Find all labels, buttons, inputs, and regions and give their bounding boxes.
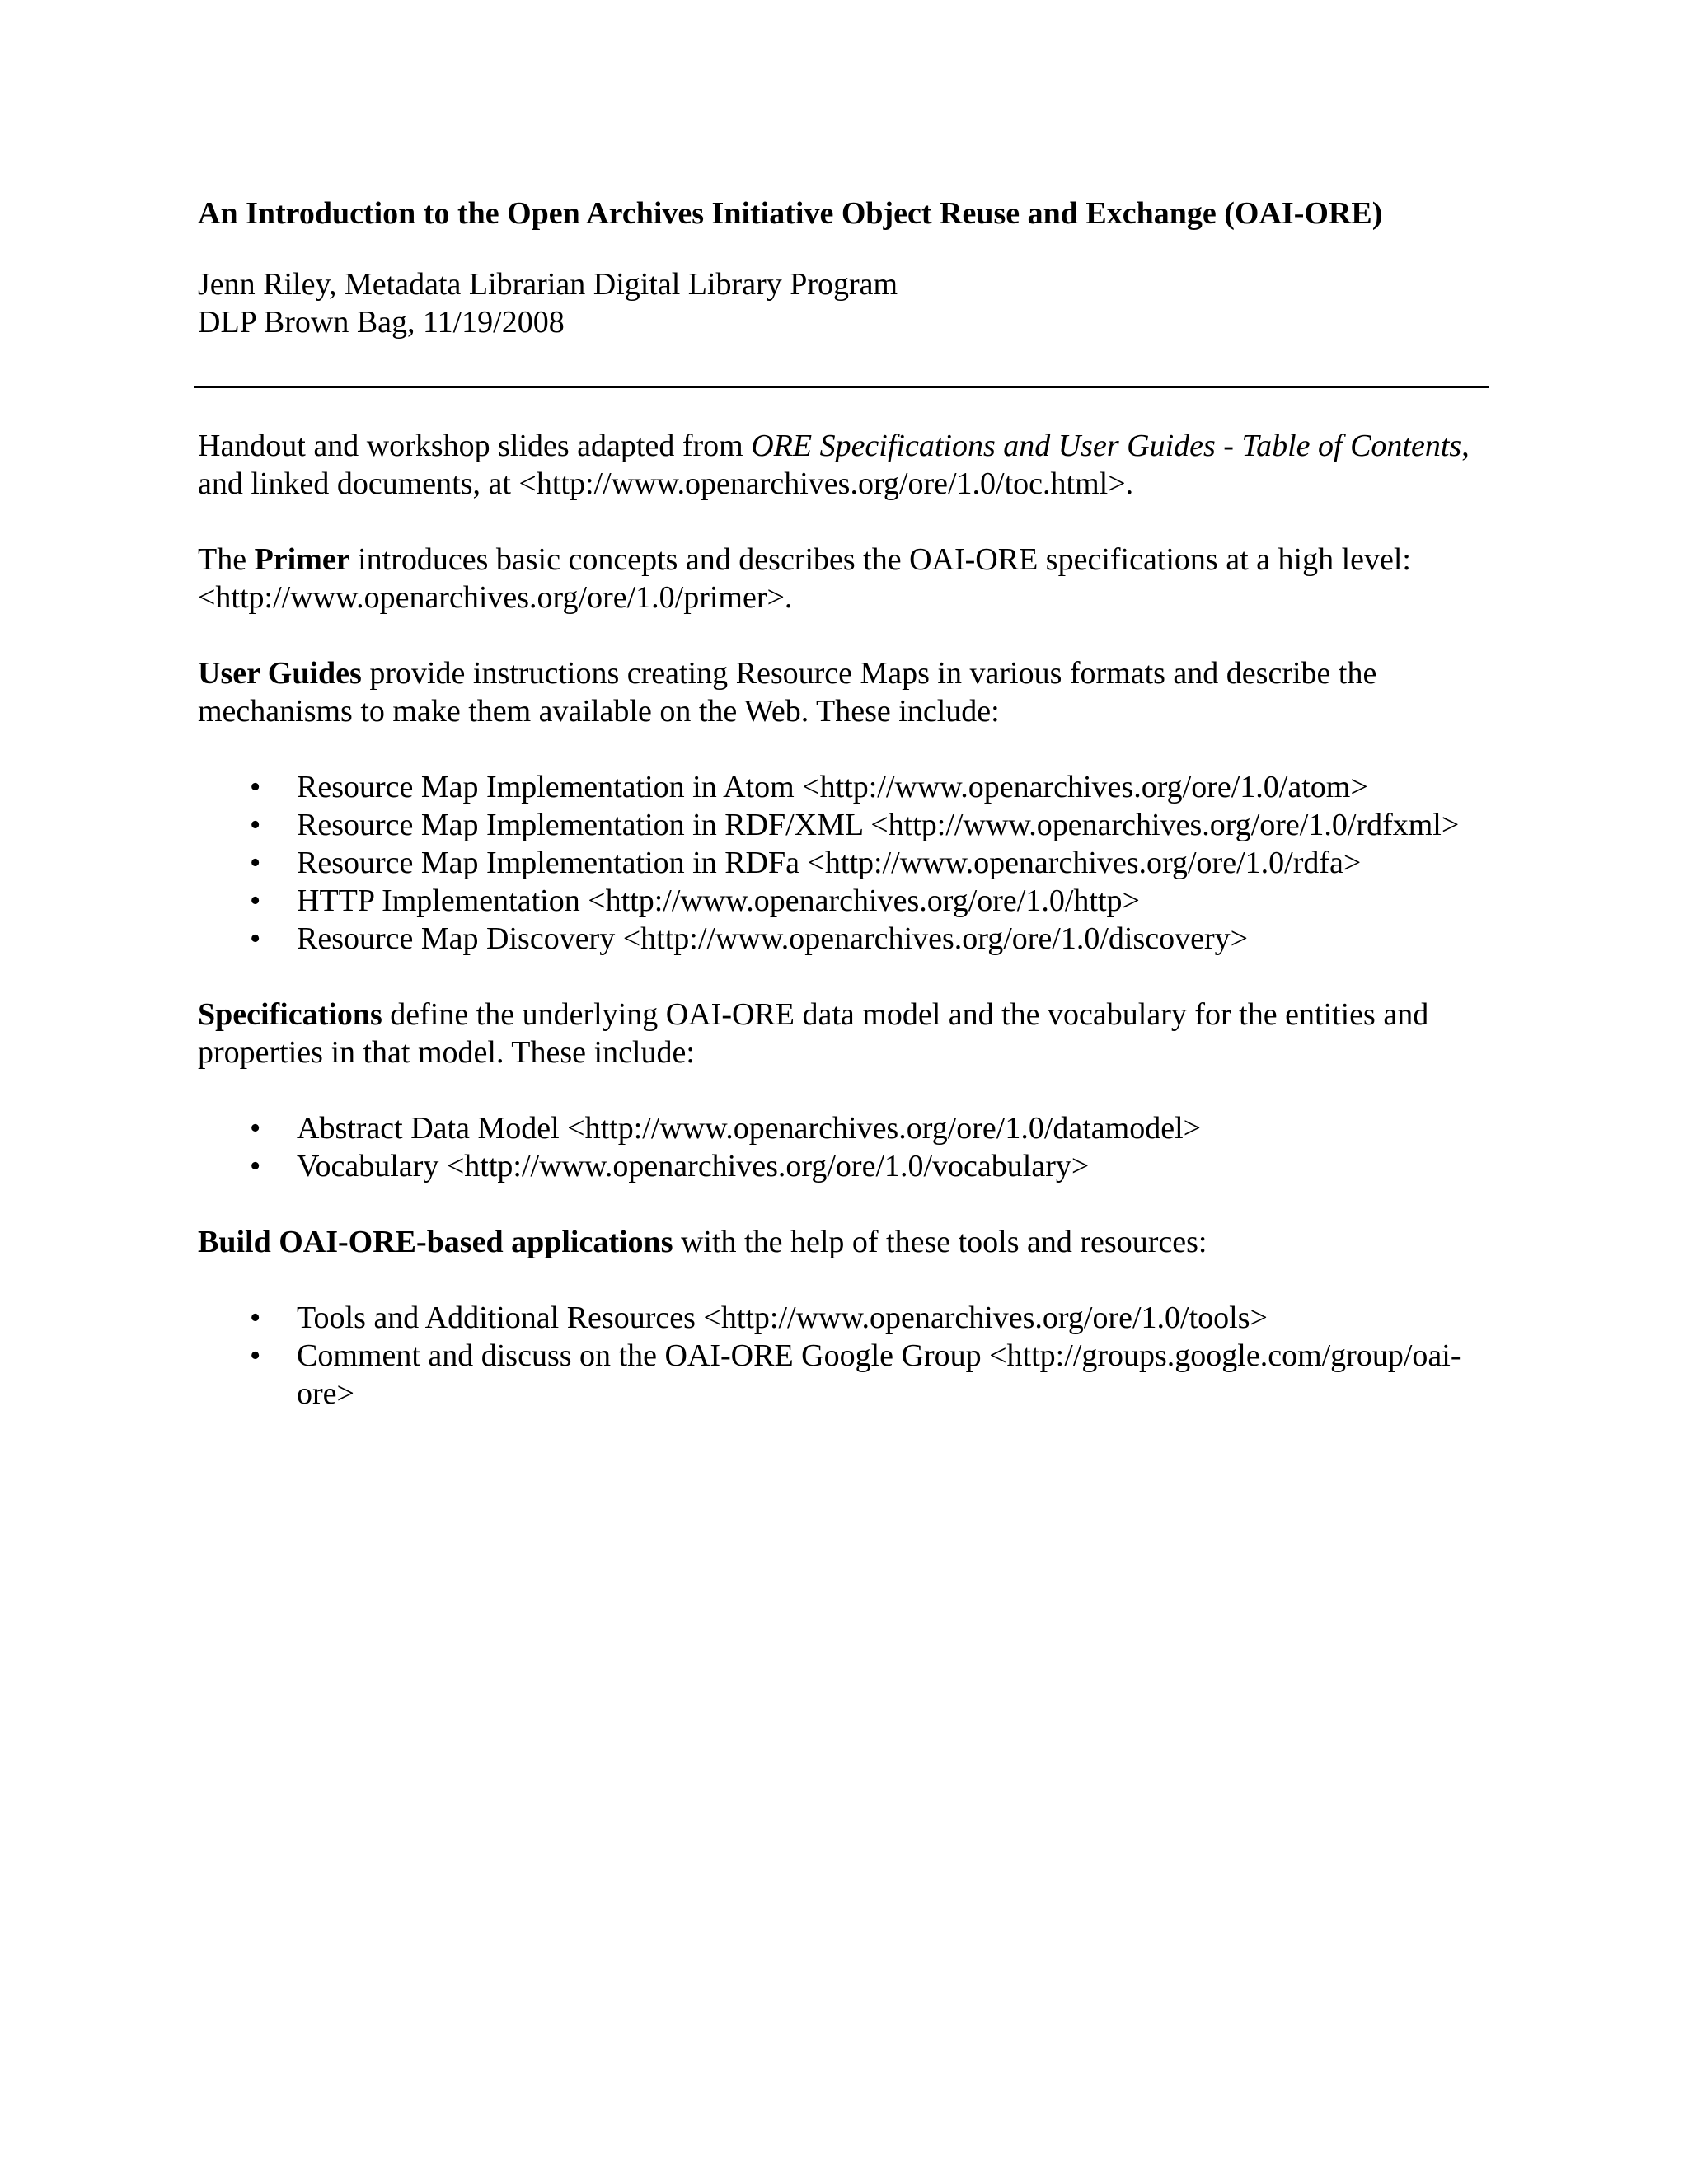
intro-suffix: , and linked documents, at <http://www.openarchives.org/ore/1.0/toc.html>.: [198, 429, 1470, 501]
list-item: [198, 1299, 1492, 1337]
list-item: [198, 882, 1492, 920]
bullet-icon: •: [250, 883, 261, 918]
intro-prefix: Handout and workshop slides adapted from: [198, 429, 752, 463]
bullet-icon: •: [250, 921, 261, 956]
bullet-icon: •: [250, 1338, 261, 1373]
author-block: [198, 265, 1492, 341]
list-item: [198, 1337, 1492, 1413]
document-title: An Introduction to the Open Archives Initiative Object Reuse and Exchange (OAI-ORE): [198, 196, 1383, 231]
list-item-text: Resource Map Discovery <http://www.openarchives.org/ore/1.0/discovery>: [297, 921, 1249, 956]
bullet-icon: •: [250, 846, 261, 880]
list-item: [198, 920, 1492, 958]
specifications-bold: Specifications: [198, 997, 382, 1032]
build-bold: Build OAI-ORE-based applications: [198, 1225, 673, 1259]
primer-paragraph: [198, 541, 1492, 616]
specifications-paragraph: [198, 996, 1492, 1071]
specifications-rest: define the underlying OAI-ORE data model and the vocabulary for the entities and properties in that model. These include:: [198, 997, 1429, 1070]
primer-rest: introduces basic concepts and describes the OAI-ORE specifications at a high level: <http://www.openarchives.org/ore/1.0/primer>.: [198, 542, 1411, 615]
author-line: Jenn Riley, Metadata Librarian Digital Library Program: [198, 267, 898, 302]
list-item: [198, 844, 1492, 882]
list-item: [198, 1147, 1492, 1185]
list-item: [198, 768, 1492, 806]
list-item-text: Resource Map Implementation in Atom <http://www.openarchives.org/ore/1.0/atom>: [297, 770, 1368, 804]
list-item-text: Resource Map Implementation in RDF/XML <http://www.openarchives.org/ore/1.0/rdfxml>: [297, 808, 1460, 842]
list-item-text: Abstract Data Model <http://www.openarchives.org/ore/1.0/datamodel>: [297, 1111, 1202, 1146]
list-item: [198, 1109, 1492, 1147]
build-paragraph: [198, 1223, 1492, 1261]
bullet-icon: •: [250, 1149, 261, 1183]
user-guides-paragraph: [198, 654, 1492, 730]
document-page: [198, 194, 1492, 1411]
intro-source-title: ORE Specifications and User Guides - Table of Contents: [751, 429, 1462, 463]
intro-paragraph: [198, 427, 1492, 503]
list-item: [198, 806, 1492, 844]
build-rest: with the help of these tools and resources:: [673, 1225, 1207, 1259]
user-guides-bold: User Guides: [198, 656, 362, 691]
user-guides-rest: provide instructions creating Resource Maps in various formats and describe the mechanisms to make them available on the Web. These include:: [198, 656, 1377, 729]
list-item-text: Resource Map Implementation in RDFa <http://www.openarchives.org/ore/1.0/rdfa>: [297, 846, 1362, 880]
list-item-text: Tools and Additional Resources <http://www.openarchives.org/ore/1.0/tools>: [297, 1301, 1268, 1335]
user-guides-list: [198, 768, 1492, 958]
primer-pre: The: [198, 542, 255, 577]
bullet-icon: •: [250, 808, 261, 842]
document-body: [198, 427, 1492, 1451]
list-item-text: Comment and discuss on the OAI-ORE Google Group <http://groups.google.com/group/oai-ore>: [297, 1338, 1461, 1411]
bullet-icon: •: [250, 1301, 261, 1335]
list-item-text: Vocabulary <http://www.openarchives.org/ore/1.0/vocabulary>: [297, 1149, 1090, 1183]
list-item-text: HTTP Implementation <http://www.openarchives.org/ore/1.0/http>: [297, 883, 1140, 918]
build-list: [198, 1299, 1492, 1413]
specifications-list: [198, 1109, 1492, 1185]
bullet-icon: •: [250, 770, 261, 804]
primer-bold: Primer: [254, 542, 350, 577]
bullet-icon: •: [250, 1111, 261, 1146]
event-line: DLP Brown Bag, 11/19/2008: [198, 305, 565, 340]
horizontal-divider: [194, 386, 1489, 388]
